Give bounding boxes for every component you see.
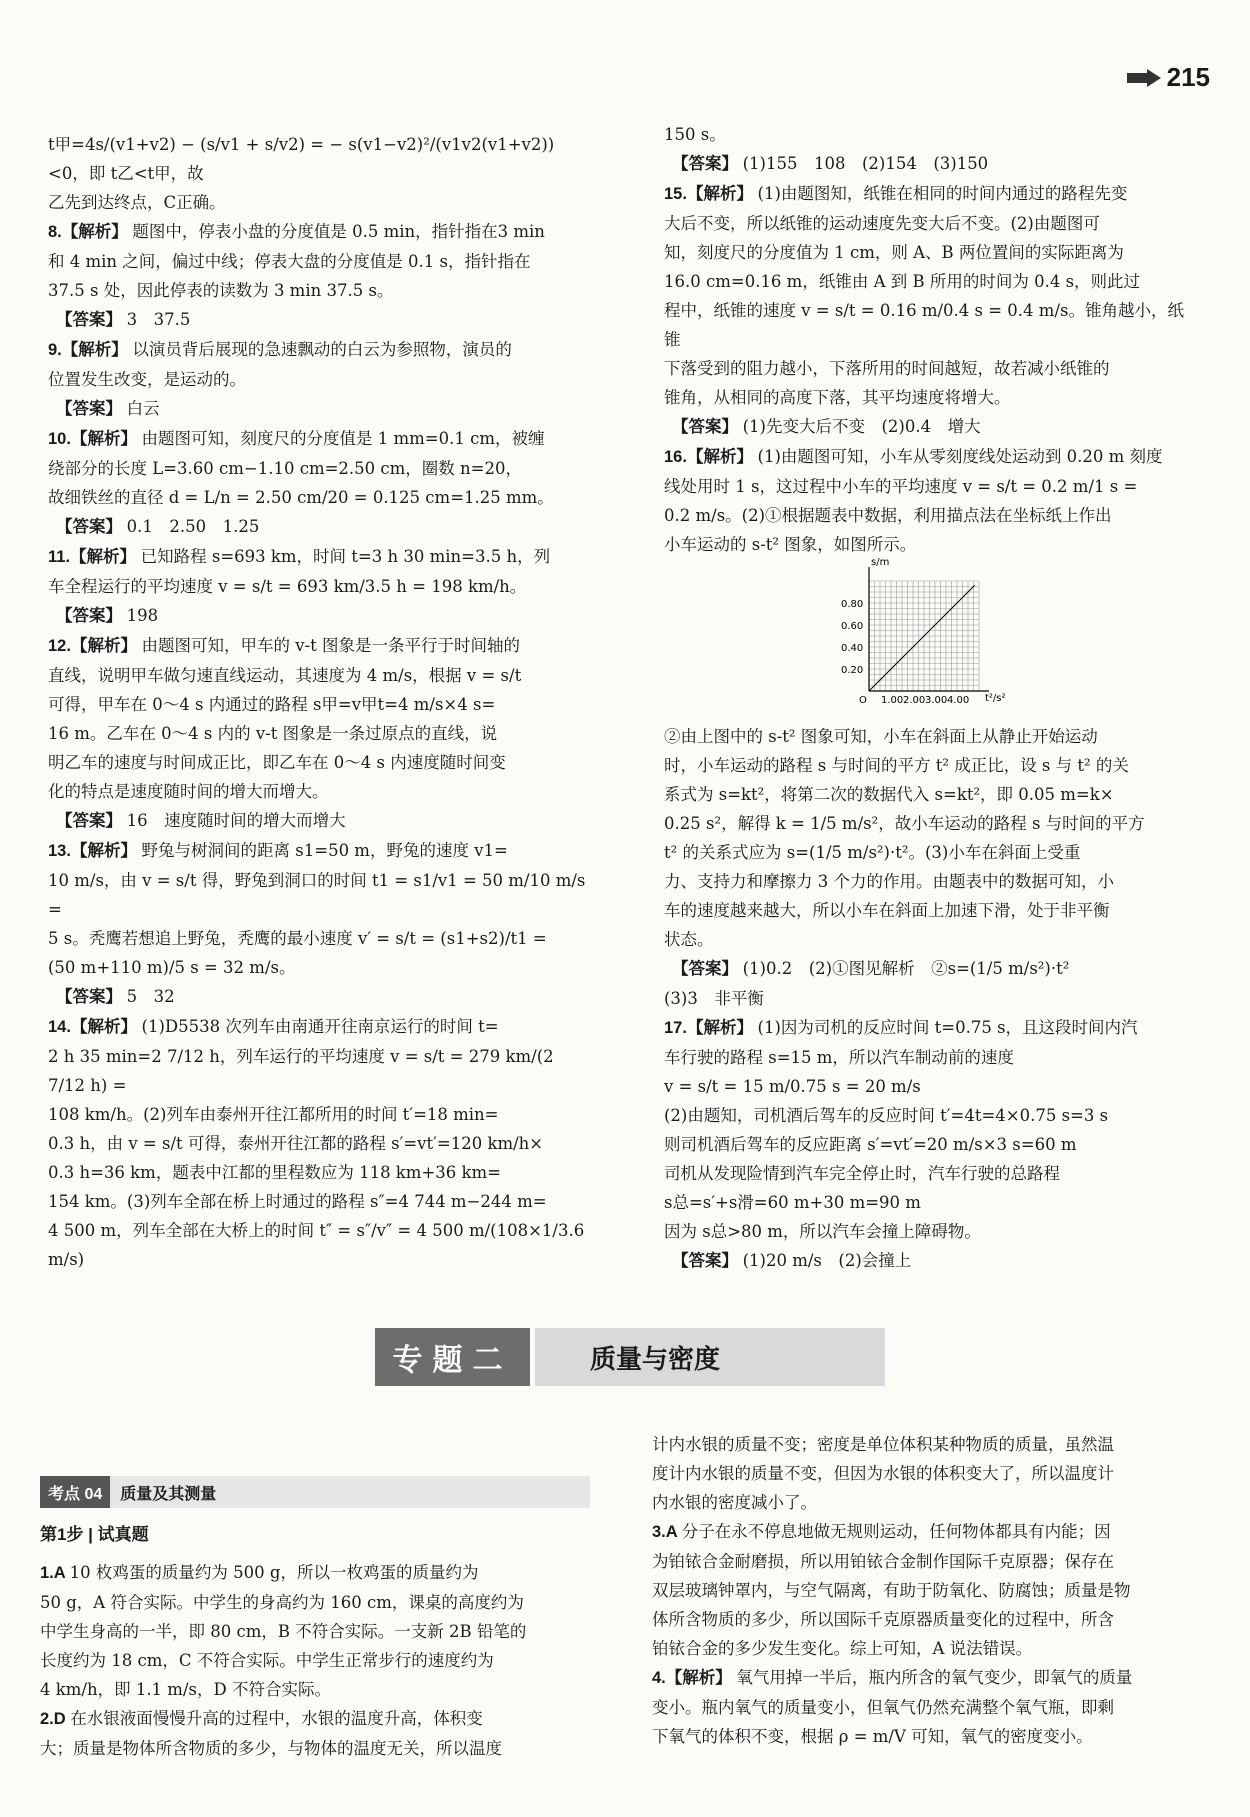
text-line: 则司机酒后驾车的反应距离 s′=vt′=20 m/s×3 s=60 m	[664, 1135, 1077, 1154]
text-line: (2)由题知，司机酒后驾车的反应时间 t′=4t=4×0.75 s=3 s	[664, 1106, 1109, 1125]
text-line: 变小。瓶内氧气的质量变小，但氧气仍然充满整个氧气瓶，即剩	[652, 1698, 1114, 1717]
answer-tag: 【答案】	[672, 155, 743, 173]
question-number: 2.	[40, 1710, 54, 1728]
section-header	[375, 1318, 895, 1386]
left-column	[48, 130, 593, 1274]
answer-tag: 【答案】	[56, 988, 127, 1006]
question-number: 13.	[48, 842, 71, 860]
question-text: 由题图可知，刻度尺的分度值是 1 mm=0.1 cm，被缠	[141, 429, 545, 448]
text-line: ②由上图中的 s-t² 图象可知，小车在斜面上从静止开始运动	[664, 727, 1098, 746]
answer-text: 198	[126, 606, 159, 625]
text-line: 知，刻度尺的分度值为 1 cm，则 A、B 两位置间的实际距离为	[664, 243, 1124, 262]
question-tag: 【解析】	[686, 185, 758, 203]
text-line: v = s/t = 15 m/0.75 s = 20 m/s	[664, 1077, 921, 1096]
question-tag: A	[665, 1523, 682, 1541]
kaodian-bar	[40, 1476, 590, 1508]
question-item	[664, 179, 1194, 209]
answer-line	[664, 149, 1194, 179]
origin-label: O	[859, 695, 867, 706]
question-tag: 【解析】	[686, 448, 758, 466]
answer-text: (1)先变大后不变 (2)0.4 增大	[742, 417, 981, 436]
text-line: 位置发生改变，是运动的。	[48, 370, 246, 389]
text-line: 可得，甲车在 0～4 s 内通过的路程 s甲=v甲t=4 m/s×4 s=	[48, 695, 496, 714]
question-number: 1.	[40, 1564, 54, 1582]
text-line: 16.0 cm=0.16 m，纸锥由 A 到 B 所用的时间为 0.4 s，则此过	[664, 272, 1141, 291]
answer-line	[664, 954, 1194, 984]
text-line: 37.5 s 处，因此停表的读数为 3 min 37.5 s。	[48, 281, 394, 300]
text-line: 150 s。	[664, 125, 726, 144]
question-item	[664, 1013, 1194, 1043]
fit-line	[869, 585, 975, 691]
text-line: 下氧气的体积不变，根据 ρ = m/V 可知，氧气的密度变小。	[652, 1727, 1093, 1746]
y-tick-label: 0.20	[841, 665, 864, 676]
question-number: 3.	[652, 1523, 666, 1541]
answer-tag: 【答案】	[56, 518, 127, 536]
answer-tag: 【答案】	[672, 418, 743, 436]
x-tick-label: 1.00	[881, 695, 904, 706]
question-item	[40, 1704, 595, 1734]
question-text: 10 枚鸡蛋的质量约为 500 g，所以一枚鸡蛋的质量约为	[69, 1563, 479, 1582]
y-tick-label: 0.80	[841, 599, 864, 610]
answer-text: (1)155 108 (2)154 (3)150	[742, 154, 989, 173]
text-line: s总=s′+s滑=60 m+30 m=90 m	[664, 1193, 921, 1212]
text-line: 2 h 35 min=2 7/12 h，列车运行的平均速度 v = s/t = 279 km/(2 7/12 h) =	[48, 1047, 554, 1095]
arrow-icon	[1127, 69, 1161, 87]
text-line: t甲=4s/(v1+v2) − (s/v1 + s/v2) = − s(v1−v2)²/(v1v2(v1+v2)) <0，即 t乙<t甲，故	[48, 135, 555, 183]
question-text: 已知路程 s=693 km，时间 t=3 h 30 min=3.5 h，列	[140, 547, 551, 566]
right-column	[664, 120, 1194, 1276]
question-item	[48, 631, 593, 661]
answer-line	[48, 305, 593, 335]
answer-tag: 【答案】	[672, 1252, 743, 1270]
section-number: 专题二	[375, 1328, 530, 1386]
text-line: 0.3 h，由 v = s/t 可得，泰州开往江都的路程 s′=vt′=120 km/h×	[48, 1134, 544, 1153]
text-line: 16 m。乙车在 0～4 s 内的 v-t 图象是一条过原点的直线，说	[48, 724, 498, 743]
question-number: 15.	[664, 185, 687, 203]
question-number: 16.	[664, 448, 687, 466]
question-item	[664, 442, 1194, 472]
question-text: 野兔与树洞间的距离 s1=50 m，野兔的速度 v1=	[141, 841, 508, 860]
text-line: 154 km。(3)列车全部在桥上时通过的路程 s″=4 744 m−244 m=	[48, 1192, 547, 1211]
text-line: 计内水银的质量不变；密度是单位体积某种物质的质量，虽然温	[652, 1435, 1114, 1454]
question-number: 17.	[664, 1019, 687, 1037]
right-bottom-column	[652, 1430, 1200, 1751]
text-line: 力、支持力和摩擦力 3 个力的作用。由题表中的数据可知，小	[664, 872, 1114, 891]
text-line: 车行驶的路程 s=15 m，所以汽车制动前的速度	[664, 1048, 1014, 1067]
text-line: 长度约为 18 cm，C 不符合实际。中学生正常步行的速度约为	[40, 1651, 494, 1670]
section-title: 质量与密度	[535, 1328, 885, 1386]
question-number: 8.	[48, 223, 62, 241]
text-line: 体所含物质的多少，所以国际千克原器质量变化的过程中，所含	[652, 1610, 1114, 1629]
text-line: 乙先到达终点，C正确。	[48, 193, 226, 212]
x-tick-label: 2.00	[903, 695, 926, 706]
page-number	[1127, 62, 1210, 93]
question-item	[48, 335, 593, 365]
question-number: 12.	[48, 637, 71, 655]
question-text: (1)D5538 次列车由南通开往南京运行的时间 t=	[141, 1017, 499, 1036]
answer-tag: 【答案】	[56, 812, 127, 830]
st2-graph	[839, 557, 1006, 713]
answer-text: 白云	[126, 399, 160, 418]
question-tag: 【解析】	[686, 1019, 758, 1037]
kaodian-title: 质量及其测量	[120, 1485, 217, 1503]
text-line: 明乙车的速度与时间成正比，即乙车在 0～4 s 内速度随时间变	[48, 753, 506, 772]
question-number: 9.	[48, 341, 62, 359]
x-axis-label: t²/s²	[985, 693, 1006, 704]
text-line: 线处用时 1 s，这过程中小车的平均速度 v = s/t = 0.2 m/1 s =	[664, 477, 1138, 496]
text-line: 状态。	[664, 930, 714, 949]
question-tag: 【解析】	[70, 430, 142, 448]
question-number: 14.	[48, 1018, 71, 1036]
left-bottom-column	[40, 1558, 595, 1763]
answer-line	[48, 512, 593, 542]
text-line: 铂铱合金的多少发生变化。综上可知，A 说法错误。	[652, 1639, 1033, 1658]
text-line: 因为 s总>80 m，所以汽车会撞上障碍物。	[664, 1222, 981, 1241]
text-line: 系式为 s=kt²，将第二次的数据代入 s=kt²，即 0.05 m=k×	[664, 785, 1114, 804]
text-line: 时，小车运动的路程 s 与时间的平方 t² 成正比，设 s 与 t² 的关	[664, 756, 1129, 775]
question-tag: A	[53, 1564, 70, 1582]
text-line: 4 km/h，即 1.1 m/s，D 不符合实际。	[40, 1680, 331, 1699]
question-item	[48, 217, 593, 247]
question-text: 分子在永不停息地做无规则运动，任何物体都具有内能；因	[681, 1522, 1111, 1541]
text-line: 锥角，从相同的高度下落，其平均速度将增大。	[664, 388, 1011, 407]
answer-tag: 【答案】	[672, 960, 743, 978]
question-text: (1)由题图知，纸锥在相同的时间内通过的路程先变	[757, 184, 1128, 203]
question-item	[48, 1012, 593, 1042]
text-line: 司机从发现险情到汽车完全停止时，汽车行驶的总路程	[664, 1164, 1060, 1183]
question-item	[48, 542, 593, 572]
answer-tag: 【答案】	[56, 607, 127, 625]
text-line: 4 500 m，列车全部在大桥上的时间 t″ = s″/v″ = 4 500 m/(108×1/3.6 m/s)	[48, 1221, 585, 1269]
text-line: 内水银的密度减小了。	[652, 1493, 817, 1512]
text-line: 故细铁丝的直径 d = L/n = 2.50 cm/20 = 0.125 cm=1.25 mm。	[48, 488, 554, 507]
text-line: 化的特点是速度随时间的增大而增大。	[48, 782, 329, 801]
answer-line	[48, 982, 593, 1012]
answer-text: 5 32	[126, 987, 175, 1006]
text-line: 大后不变，所以纸锥的运动速度先变大后不变。(2)由题图可	[664, 214, 1100, 233]
text-line: 车的速度越来越大，所以小车在斜面上加速下滑，处于非平衡	[664, 901, 1110, 920]
answer-tag: 【答案】	[56, 400, 127, 418]
answer-text: 16 速度随时间的增大而增大	[126, 811, 346, 830]
question-item	[652, 1663, 1200, 1693]
question-text: (1)由题图可知，小车从零刻度线处运动到 0.20 m 刻度	[757, 447, 1163, 466]
text-line: 程中，纸锥的速度 v = s/t = 0.16 m/0.4 s = 0.4 m/s。锥角越小，纸锥	[664, 301, 1184, 349]
kaodian-badge: 考点 04	[40, 1476, 110, 1508]
answer-text: 0.1 2.50 1.25	[126, 517, 260, 536]
question-tag: 【解析】	[70, 637, 142, 655]
question-text: 题图中，停表小盘的分度值是 0.5 min，指针指在3 min	[132, 222, 545, 241]
question-item	[652, 1517, 1200, 1547]
question-tag: D	[53, 1710, 71, 1728]
question-text: 由题图可知，甲车的 v-t 图象是一条平行于时间轴的	[141, 636, 521, 655]
x-tick-label: 3.00	[925, 695, 948, 706]
question-number: 4.	[652, 1669, 666, 1687]
text-line: 5 s。秃鹰若想追上野兔，秃鹰的最小速度 v′ = s/t = (s1+s2)/t1 =	[48, 929, 547, 948]
text-line: 直线，说明甲车做匀速直线运动，其速度为 4 m/s，根据 v = s/t	[48, 666, 522, 685]
y-tick-label: 0.60	[841, 621, 864, 632]
page-number-text: 215	[1166, 62, 1210, 92]
answer-text: (1)20 m/s (2)会撞上	[742, 1251, 912, 1270]
text-line: (50 m+110 m)/5 s = 32 m/s。	[48, 958, 296, 977]
answer-line	[48, 601, 593, 631]
answer-line	[48, 806, 593, 836]
text-line: 0.2 m/s。(2)①根据题表中数据，利用描点法在坐标纸上作出	[664, 506, 1112, 525]
question-tag: 【解析】	[61, 223, 133, 241]
question-text: 氧气用掉一半后，瓶内所含的氧气变少，即氧气的质量	[736, 1668, 1133, 1687]
text-line: 绕部分的长度 L=3.60 cm−1.10 cm=2.50 cm，圈数 n=20，	[48, 459, 522, 478]
step-label: 第1步 | 试真题	[40, 1525, 149, 1544]
text-line: 10 m/s，由 v = s/t 得，野兔到洞口的时间 t1 = s1/v1 = 50 m/10 m/s =	[48, 871, 586, 919]
y-axis-label: s/m	[871, 557, 890, 568]
answer-text: 3 37.5	[126, 310, 191, 329]
question-text: 在水银液面慢慢升高的过程中，水银的温度升高，体积变	[70, 1709, 483, 1728]
text-line: 车全程运行的平均速度 v = s/t = 693 km/3.5 h = 198 km/h。	[48, 577, 527, 596]
question-tag: 【解析】	[665, 1669, 737, 1687]
y-tick-label: 0.40	[841, 643, 864, 654]
text-line: 0.25 s²，解得 k = 1/5 m/s²，故小车运动的路程 s 与时间的平方	[664, 814, 1145, 833]
question-item	[40, 1558, 595, 1588]
question-text: (1)因为司机的反应时间 t=0.75 s，且这段时间内汽	[757, 1018, 1138, 1037]
answer-tag: 【答案】	[56, 311, 127, 329]
text-line: 小车运动的 s-t² 图象，如图所示。	[664, 535, 917, 554]
question-tag: 【解析】	[70, 548, 141, 566]
question-text: 以演员背后展现的急速飘动的白云为参照物，演员的	[132, 340, 512, 359]
text-line: 和 4 min 之间，偏过中线；停表大盘的分度值是 0.1 s，指针指在	[48, 252, 531, 271]
text-line: 中学生身高的一半，即 80 cm，B 不符合实际。一支新 2B 铅笔的	[40, 1622, 527, 1641]
text-line: (3)3 非平衡	[664, 989, 764, 1008]
answer-line	[664, 1246, 1194, 1276]
answer-text: (1)0.2 (2)①图见解析 ②s=(1/5 m/s²)·t²	[742, 959, 1070, 978]
question-number: 11.	[48, 548, 71, 566]
text-line: t² 的关系式应为 s=(1/5 m/s²)·t²。(3)小车在斜面上受重	[664, 843, 1081, 862]
question-tag: 【解析】	[70, 1018, 142, 1036]
answer-line	[664, 412, 1194, 442]
text-line: 108 km/h。(2)列车由泰州开往江都所用的时间 t′=18 min=	[48, 1105, 499, 1124]
text-line: 50 g，A 符合实际。中学生的身高约为 160 cm，课桌的高度约为	[40, 1593, 524, 1612]
question-number: 10.	[48, 430, 71, 448]
text-line: 双层玻璃钟罩内，与空气隔离，有助于防氧化、防腐蚀；质量是物	[652, 1581, 1131, 1600]
text-line: 下落受到的阻力越小，下落所用的时间越短，故若减小纸锥的	[664, 359, 1110, 378]
text-line: 度计内水银的质量不变，但因为水银的体积变大了，所以温度计	[652, 1464, 1114, 1483]
question-tag: 【解析】	[70, 842, 142, 860]
question-item	[48, 836, 593, 866]
text-line: 大；质量是物体所含物质的多少，与物体的温度无关，所以温度	[40, 1739, 502, 1758]
text-line: 为铂铱合金耐磨损，所以用铂铱合金制作国际千克原器；保存在	[652, 1552, 1114, 1571]
question-item	[48, 424, 593, 454]
question-tag: 【解析】	[61, 341, 133, 359]
text-line: 0.3 h=36 km，题表中江都的里程数应为 118 km+36 km=	[48, 1163, 501, 1182]
answer-line	[48, 394, 593, 424]
x-tick-label: 4.00	[947, 695, 970, 706]
